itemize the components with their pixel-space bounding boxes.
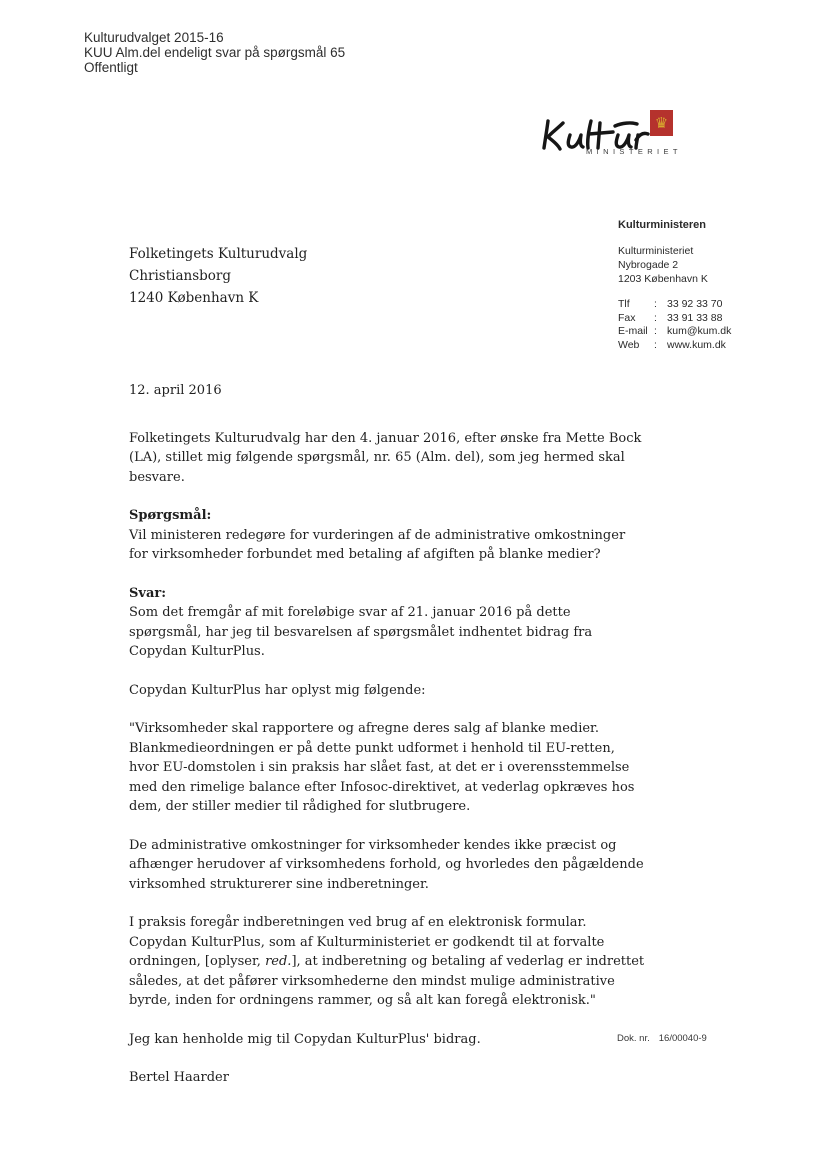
letter-body	[129, 243, 646, 1088]
quote-paragraph-3	[129, 913, 646, 1011]
contact-colon: :	[654, 311, 657, 324]
contact-label: Fax	[618, 311, 636, 324]
question-body: Vil ministeren redegøre for vurderingen af de administrative omkostninger for virksomheder forbundet med betaling af afgiften på blanke medier?	[129, 527, 626, 562]
quote-p3-italic: red.	[265, 954, 292, 969]
answer-intro: Som det fremgår af mit foreløbige svar af 21. januar 2016 på dette spørgsmål, har jeg til besvarelsen af spørgsmålet indhentet bidrag fra Copydan KulturPlus.	[129, 605, 593, 659]
committee-header	[84, 30, 345, 75]
quote-p3-part2: ], at indberetning og betaling af vederlag er indrettet således, at det påfører virksomhederne den mindst mulige administrative byrde, inden for ordningens rammer, og så alt kan foregå elektronisk."	[129, 954, 645, 1008]
quote-p3-part1: Copydan KulturPlus, som af Kulturministeriet er godkendt til at forvalte ordningen, [oplyser,	[129, 934, 605, 969]
document-number	[617, 1033, 707, 1044]
minister-title: Kulturministeren	[618, 219, 707, 231]
address-line: Nybrogade 2	[618, 259, 679, 271]
contact-label: Tlf	[618, 298, 630, 310]
ministeriet-caption: MINISTERIET	[586, 147, 682, 156]
contact-label: E-mail	[618, 325, 648, 337]
contact-colon: :	[654, 325, 657, 337]
closing-paragraph: Jeg kan henholde mig til Copydan KulturPlus' bidrag.	[129, 1031, 481, 1047]
quote-p3-line1: I praksis foregår indberetningen ved brug af en elektronisk formular.	[129, 915, 587, 930]
email-address: kum@kum.dk	[667, 325, 732, 337]
quote-p1-line1: "Virksomheder skal rapportere og afregne deres salg af blanke medier.	[129, 721, 599, 736]
phone-number: 33 92 33 70	[667, 298, 723, 310]
address-line: Kulturministeriet	[618, 245, 694, 257]
committee-line: KUU Alm.del endeligt svar på spørgsmål 65	[84, 45, 346, 60]
recipient-line: Folketingets Kulturudvalg	[129, 246, 308, 262]
copydan-lead: Copydan KulturPlus har oplyst mig følgende:	[129, 682, 426, 698]
crown-glyph: ♛	[654, 113, 669, 132]
committee-line: Kulturudvalget 2015-16	[84, 30, 224, 45]
intro-paragraph: Folketingets Kulturudvalg har den 4. januar 2016, efter ønske fra Mette Bock (LA), stillet mig følgende spørgsmål, nr. 65 (Alm. del), som jeg hermed skal besvare.	[129, 430, 642, 485]
answer-heading: Svar:	[129, 585, 167, 601]
crown-icon	[650, 110, 673, 136]
quote-paragraph-2: De administrative omkostninger for virksomheder kendes ikke præcist og afhænger herudover af virksomhedens forhold, og hvorledes den pågældende virksomhed strukturerer sine indberetninger.	[129, 837, 644, 892]
document-number-value: 16/00040-9	[658, 1033, 707, 1044]
contact-colon: :	[654, 298, 657, 310]
recipient-line: 1240 København K	[129, 290, 259, 306]
committee-line: Offentligt	[84, 60, 138, 75]
letter-date: 12. april 2016	[129, 383, 222, 398]
recipient-address	[129, 243, 646, 309]
recipient-line: Christiansborg	[129, 268, 232, 284]
contact-colon: :	[654, 338, 657, 351]
address-line: 1203 København K	[618, 273, 708, 285]
fax-number: 33 91 33 88	[667, 311, 723, 324]
question-heading: Spørgsmål:	[129, 508, 212, 523]
kulturministeriet-logo	[538, 106, 708, 164]
contact-label: Web	[618, 338, 640, 351]
signature-name: Bertel Haarder	[129, 1070, 229, 1085]
quote-p1-rest: Blankmedieordningen er på dette punkt udformet i henhold til EU-retten, hvor EU-domstolen i sin praksis har slået fast, at det er i overensstemmelse med den rimelige balance efter Infosoc-direktivet, at vederlag opkræves hos dem, der stiller medier til rådighed for slutbrugere.	[129, 740, 635, 814]
quote-paragraph-1	[129, 719, 646, 817]
website-url: www.kum.dk	[667, 338, 726, 351]
document-number-label: Dok. nr.	[617, 1033, 650, 1044]
